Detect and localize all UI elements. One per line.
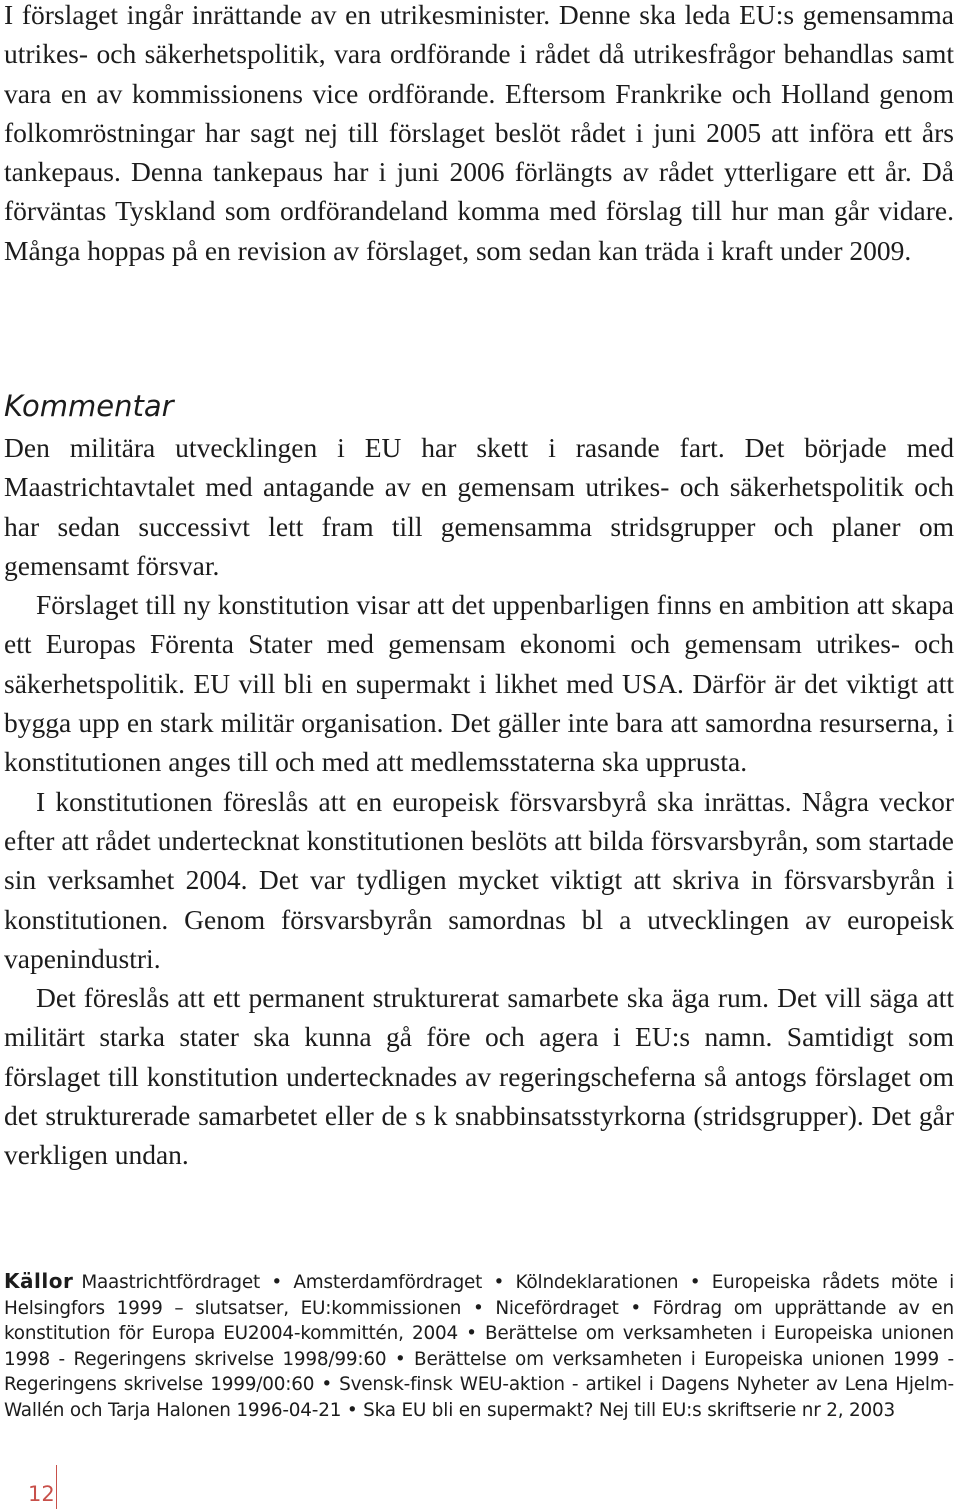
comment-section: [4, 428, 954, 1175]
intro-paragraph: I förslaget ingår inrättande av en utrikesminister. Denne ska leda EU:s gemensamma utrikes- och säkerhetspolitik, vara ordförande i rådet då utrikesfrågor behandlas samt vara en av kommissionens vice ordförande. Eftersom Frankrike och Holland genom folkomröstningar har sagt nej till förslaget beslöt rådet i juni 2005 att införa ett års tankepaus. Denna tankepaus har i juni 2006 förlängts av rådet ytterligare ett år. Då förväntas Tyskland som ordförandeland komma med förslag till hur man går vidare. Många hoppas på en revision av förslaget, som sedan kan träda i kraft under 2009.: [4, 0, 954, 266]
sources-label: Källor: [4, 1269, 74, 1293]
body-paragraph: Förslaget till ny konstitution visar att det uppenbarligen finns en ambition att skapa ett Europas Förenta Stater med gemensam ekonomi och gemensam utrikes- och säkerhetspolitik. EU vill bli en supermakt i likhet med USA. Därför är det viktigt att bygga upp en stark militär organisation. Det gäller inte bara att samordna resurserna, i konstitutionen anges till och med att medlemsstaterna ska upprusta.: [4, 589, 954, 778]
page-number-rule: [56, 1465, 57, 1509]
page-number: 12: [28, 1482, 55, 1506]
intro-section: [4, 0, 954, 270]
body-paragraph: I konstitutionen föreslås att en europeisk försvarsbyrå ska inrättas. Några veckor efter att rådet undertecknat konstitutionen beslöts att bilda försvarsbyrån, som startade sin verksamhet 2004. Det var tydligen mycket viktigt att skriva in försvarsbyrån i konstitutionen. Genom försvarsbyrån samordnas bl a utvecklingen av europeisk vapenindustri.: [4, 785, 954, 974]
sources-block: [4, 1269, 954, 1423]
body-paragraph: Det föreslås att ett permanent strukturerat samarbete ska äga rum. Det vill säga att militärt starka stater ska kunna gå före och agera i EU:s namn. Samtidigt som förslaget till konstitution undertecknades av regeringscheferna så antogs förslaget om det strukturerade samarbetet eller de s k snabbinsatsstyrkorna (stridsgrupper). Det går verkligen undan.: [4, 982, 954, 1171]
body-paragraph: Den militära utvecklingen i EU har skett i rasande fart. Det började med Maastrichtavtalet med antagande av en gemensam utrikes- och säkerhetspolitik och har sedan successivt lett fram till gemensamma stridsgrupper och planer om gemensamt försvar.: [4, 432, 954, 581]
section-heading: Kommentar: [4, 389, 174, 423]
sources-text: Maastrichtfördraget • Amsterdamfördraget • Kölndeklarationen • Europeiska rådets möte i Helsingfors 1999 – slutsatser, EU:kommissionen • Nicefördraget • Fördrag om upprättande av en konstitution för Europa EU2004-kommittén, 2004 • Berättelse om verksamheten i Europeiska unionen 1998 - Regeringens skrivelse 1998/99:60 • Berättelse om verksamheten i Europeiska unionen 1999 - Regeringens skrivelse 1999/00:60 • Svensk-finsk WEU-aktion - artikel i Dagens Nyheter av Lena Hjelm-Wallén och Tarja Halonen 1996-04-21 • Ska EU bli en supermakt? Nej till EU:s skriftserie nr 2, 2003: [4, 1272, 954, 1421]
